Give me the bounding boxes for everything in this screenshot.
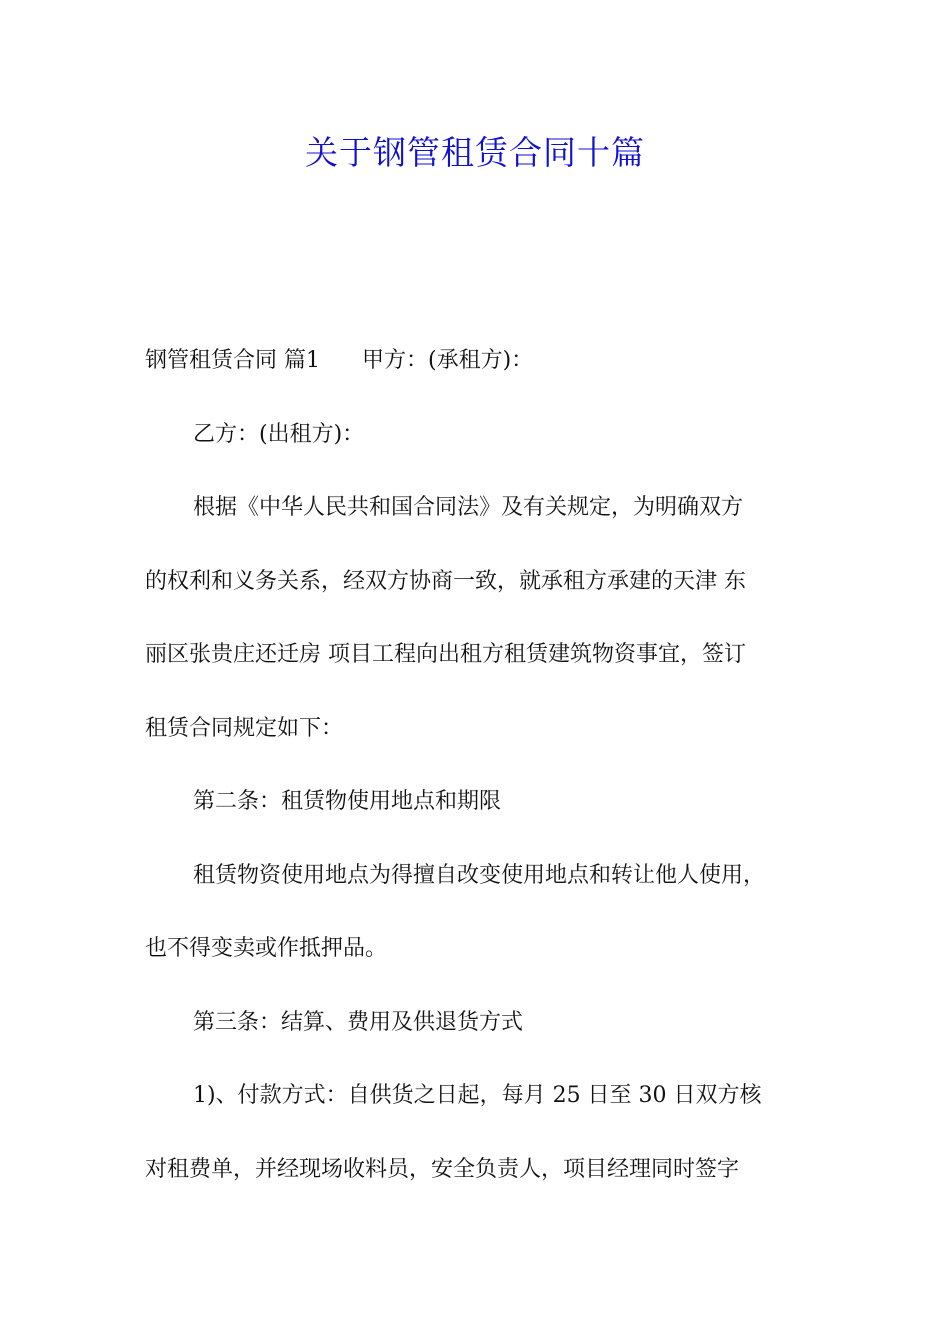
document-title: 关于钢管租赁合同十篇 (305, 133, 645, 172)
paragraph-line: 租赁合同规定如下： (145, 715, 344, 741)
intro-line (145, 339, 810, 413)
paragraph-line: 对租费单，并经现场收料员，安全负责人，项目经理同时签字 (145, 1156, 740, 1182)
paragraph-line: 丽区张贵庄还迁房 项目工程向出租方租赁建筑物资事宜，签订 (145, 642, 746, 667)
paragraph-line: 1)、付款方式：自供货之日起，每月 25 日至 30 日双方核 (193, 1083, 762, 1108)
paragraph-line: 租赁物资使用地点为得擅自改变使用地点和转让他人使用， (193, 862, 766, 888)
contract-section-label: 钢管租赁合同 篇1 (145, 348, 320, 373)
section-heading-3: 第三条：结算、费用及供退货方式 (193, 1009, 524, 1035)
party-b-line: 乙方：(出租方)： (193, 421, 365, 447)
paragraph-line: 的权利和义务关系，经双方协商一致，就承租方承建的天津 东 (145, 568, 746, 594)
party-a-label: 甲方：(承租方)： (362, 348, 534, 373)
section-heading-2: 第二条：租赁物使用地点和期限 (193, 789, 502, 814)
paragraph-line: 也不得变卖或作抵押品。 (145, 936, 388, 961)
document-body (145, 339, 810, 1221)
paragraph-line: 根据《中华人民共和国合同法》及有关规定，为明确双方 (193, 495, 744, 520)
